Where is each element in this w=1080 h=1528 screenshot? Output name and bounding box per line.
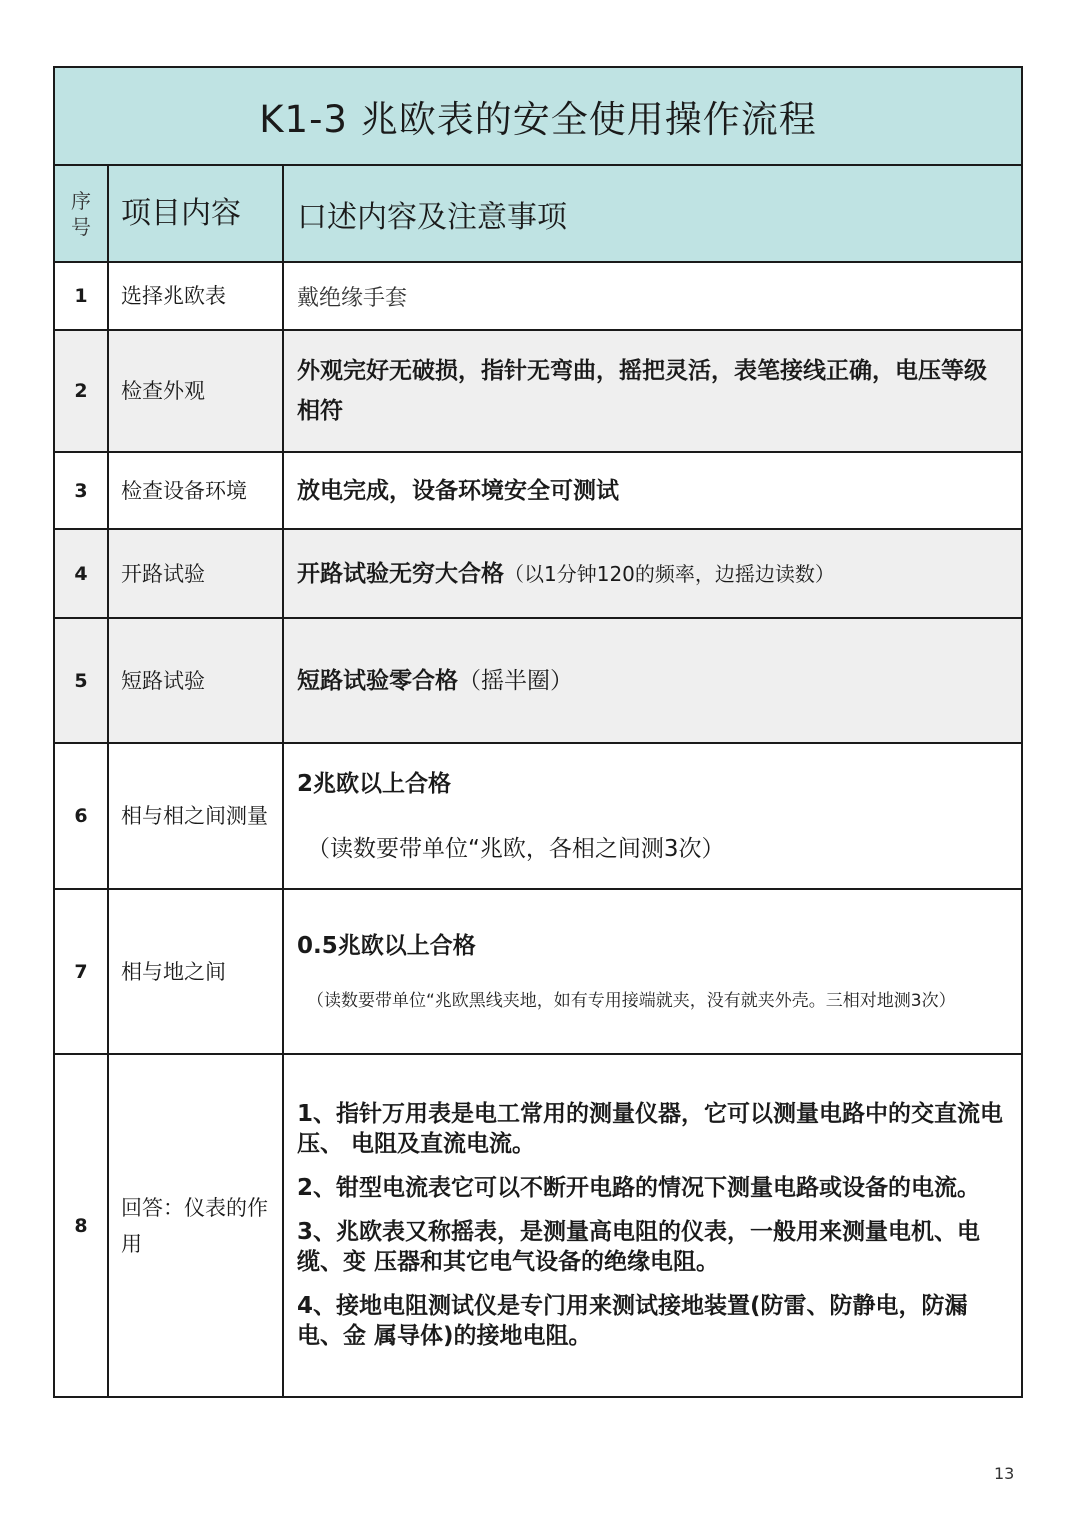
header-number-line1: 序 bbox=[71, 188, 91, 213]
row-note: （读数要带单位“兆欧黑线夹地，如有专用接端就夹，没有就夹外壳。三相对地测3次） bbox=[307, 991, 956, 1011]
row-item: 选择兆欧表 bbox=[109, 263, 284, 329]
header-item: 项目内容 bbox=[109, 166, 284, 261]
row-number: 6 bbox=[55, 744, 109, 888]
table-row bbox=[55, 1055, 1021, 1396]
row-note: （以1分钟120的频率，边摇边读数） bbox=[504, 561, 835, 586]
row-content: 0.5兆欧以上合格 （读数要带单位“兆欧黑线夹地，如有专用接端就夹，没有就夹外壳。三相对地测3次） bbox=[284, 890, 1021, 1053]
row-item: 相与地之间 bbox=[109, 890, 284, 1053]
table-row bbox=[55, 331, 1021, 453]
row-item: 开路试验 bbox=[109, 530, 284, 617]
table-row bbox=[55, 744, 1021, 890]
row-item: 相与相之间测量 bbox=[109, 744, 284, 888]
row-item: 回答：仪表的作用 bbox=[109, 1055, 284, 1396]
row-note: （摇半圈） bbox=[458, 667, 573, 694]
header-number-line2: 号 bbox=[71, 214, 91, 239]
header-content: 口述内容及注意事项 bbox=[297, 199, 567, 235]
answer-paragraph: 2、钳型电流表它可以不断开电路的情况下测量电路或设备的电流。 bbox=[297, 1174, 981, 1201]
header-number bbox=[55, 166, 109, 261]
row-content: 放电完成，设备环境安全可测试 bbox=[297, 477, 619, 504]
table-row bbox=[55, 890, 1021, 1055]
answer-paragraph: 3、兆欧表又称摇表，是测量高电阻的仪表，一般用来测量电机、电缆、变 压器和其它电气设备的绝缘电阻。 bbox=[297, 1218, 981, 1275]
row-number: 4 bbox=[55, 530, 109, 617]
row-item: 检查设备环境 bbox=[109, 453, 284, 528]
row-content: 短路试验零合格（摇半圈） bbox=[297, 667, 573, 694]
answer-paragraph: 4、接地电阻测试仪是专门用来测试接地装置(防雷、防静电，防漏电、金 属导体)的接地电阻。 bbox=[297, 1292, 968, 1349]
row-item: 短路试验 bbox=[109, 619, 284, 742]
table-title: K1-3 兆欧表的安全使用操作流程 bbox=[55, 68, 1021, 166]
row-content: 开路试验无穷大合格（以1分钟120的频率，边摇边读数） bbox=[297, 560, 835, 587]
table-row bbox=[55, 453, 1021, 530]
table-row bbox=[55, 619, 1021, 744]
row-content bbox=[284, 1055, 1021, 1396]
row-item: 检查外观 bbox=[109, 331, 284, 451]
answer-paragraph: 1、指针万用表是电工常用的测量仪器，它可以测量电路中的交直流电压、 电阻及直流电流。 bbox=[297, 1100, 1004, 1157]
row-number: 3 bbox=[55, 453, 109, 528]
row-note: （读数要带单位“兆欧，各相之间测3次） bbox=[307, 836, 725, 862]
row-content: 外观完好无破损，指针无弯曲，摇把灵活，表笔接线正确，电压等级相符 bbox=[297, 358, 987, 424]
row-content: 2兆欧以上合格 （读数要带单位“兆欧，各相之间测3次） bbox=[284, 744, 1021, 888]
table-header-row bbox=[55, 166, 1021, 263]
procedure-table bbox=[53, 66, 1023, 1398]
row-number: 5 bbox=[55, 619, 109, 742]
row-number: 8 bbox=[55, 1055, 109, 1396]
row-number: 2 bbox=[55, 331, 109, 451]
row-content: 戴绝缘手套 bbox=[297, 285, 408, 311]
page-number: 13 bbox=[994, 1464, 1015, 1483]
row-number: 7 bbox=[55, 890, 109, 1053]
table-row bbox=[55, 530, 1021, 619]
table-row bbox=[55, 263, 1021, 331]
row-number: 1 bbox=[55, 263, 109, 329]
